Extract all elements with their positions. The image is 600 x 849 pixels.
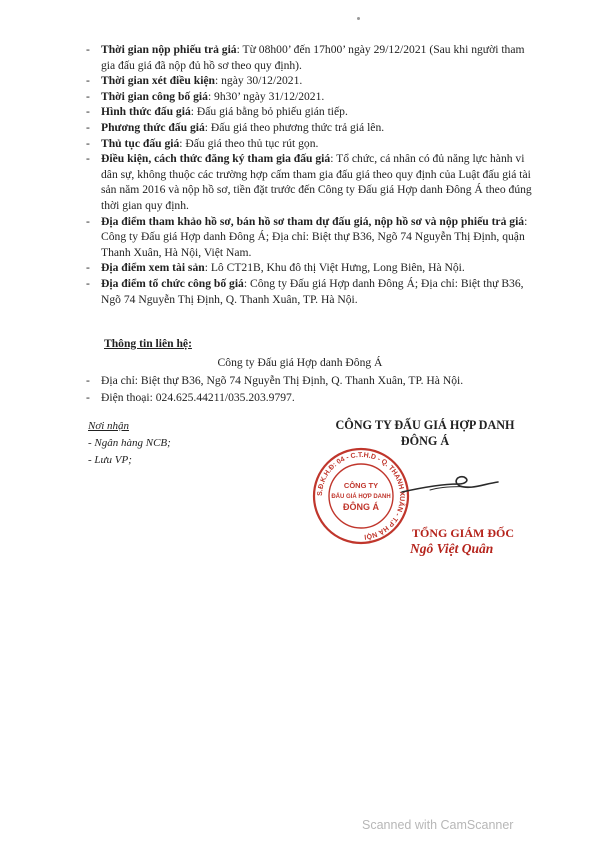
auction-details-list <box>86 42 536 307</box>
recipient-item: - Ngân hàng NCB; <box>88 437 171 449</box>
bullet-dash: - <box>86 105 90 119</box>
list-item <box>86 276 536 307</box>
contact-heading: Thông tin liên hệ: <box>104 337 192 350</box>
list-item <box>86 260 536 276</box>
list-item <box>86 89 536 105</box>
item-text: : Đấu giá bằng bỏ phiếu gián tiếp. <box>190 105 348 119</box>
phone-text: Điện thoại: 024.625.44211/035.203.9797. <box>101 391 295 404</box>
item-text: : ngày 30/12/2021. <box>215 74 303 88</box>
item-label: Thời gian xét điều kiện <box>101 74 216 88</box>
camscanner-watermark: Scanned with CamScanner <box>362 818 514 832</box>
company-name-line2: ĐÔNG Á <box>400 433 450 448</box>
signer-title: TỔNG GIÁM ĐỐC <box>412 526 514 540</box>
item-label: Địa điểm tổ chức công bố giá <box>101 276 244 290</box>
item-label: Thủ tục đấu giá <box>101 136 180 150</box>
company-seal-icon <box>311 446 411 546</box>
handwritten-signature-icon <box>400 470 500 500</box>
item-text: : Đấu giá theo phương thức trả giá lên. <box>204 120 385 134</box>
signer-name: Ngô Việt Quân <box>410 541 494 556</box>
contact-address <box>86 372 546 389</box>
bullet-dash: - <box>86 136 90 150</box>
signing-company <box>320 418 530 449</box>
address-text: Địa chỉ: Biệt thự B36, Ngõ 74 Nguyễn Thị Định, Q. Thanh Xuân, TP. Hà Nội. <box>101 374 464 387</box>
contact-phone <box>86 389 546 406</box>
svg-text:CÔNG TY: CÔNG TY <box>343 481 379 490</box>
item-label: Thời gian công bố giá <box>101 89 208 103</box>
recipients-block <box>88 418 171 469</box>
item-text: : Công ty Đấu giá Hợp danh Đông Á; Địa chỉ: Biệt thự B36, Ngõ 74 Nguyễn Thị Định, quận Thanh Xuân, Hà Nội, Việt Nam. <box>101 214 528 259</box>
contact-details <box>86 372 546 406</box>
bullet-dash: - <box>86 43 90 56</box>
bullet-dash: - <box>86 374 90 387</box>
bullet-dash: - <box>86 74 90 88</box>
item-text: : Lô CT21B, Khu đô thị Việt Hưng, Long Biên, Hà Nội. <box>204 261 465 275</box>
svg-text:ĐÔNG Á: ĐÔNG Á <box>343 502 379 512</box>
list-item <box>86 104 536 120</box>
item-text: : 9h30’ ngày 31/12/2021. <box>207 89 325 103</box>
item-text: : Công ty Đấu giá Hợp danh Đông Á; Địa chỉ: Biệt thự B36, Ngõ 74 Nguyễn Thị Định, Q. Thanh Xuân, TP. Hà Nội. <box>101 276 524 306</box>
bullet-dash: - <box>86 214 90 228</box>
recipients-header: Nơi nhận <box>88 420 130 432</box>
company-name-line1: CÔNG TY ĐẤU GIÁ HỢP DANH <box>335 418 515 432</box>
recipient-item: - Lưu VP; <box>88 454 132 466</box>
item-label: Điều kiện, cách thức đăng ký tham gia đấu giá <box>101 152 331 166</box>
svg-text:S.Đ.K.H.Đ: 04 - C.T.H.D - Q. T: S.Đ.K.H.Đ: 04 - C.T.H.D - Q. THANH XUÂN - T.P HÀ NỘI <box>316 451 406 540</box>
item-text: : Tổ chức, cá nhân có đủ năng lực hành vi dân sự, không thuộc các trường hợp cấm tham gia đấu giá theo quy định của Luật đấu giá tài sản năm 2016 và nộp hồ sơ, tiền đặt trước đến Công ty Đấu giá Hợp danh Đông Á theo đúng thời gian quy định. <box>101 152 532 212</box>
item-label: Hình thức đấu giá <box>101 105 191 119</box>
bullet-dash: - <box>86 89 90 103</box>
bullet-dash: - <box>86 391 90 404</box>
list-item <box>86 42 536 73</box>
bullet-dash: - <box>86 276 90 290</box>
bullet-dash: - <box>86 152 90 166</box>
list-item <box>86 151 536 213</box>
list-item <box>86 136 536 152</box>
item-label: Địa điểm tham khảo hồ sơ, bán hồ sơ tham dự đấu giá, nộp hồ sơ và nộp phiếu trả giá <box>101 214 525 228</box>
bullet-dash: - <box>86 261 90 275</box>
svg-text:ĐẤU GIÁ HỢP DANH: ĐẤU GIÁ HỢP DANH <box>331 494 391 500</box>
contact-company: Công ty Đấu giá Hợp danh Đông Á <box>217 356 383 369</box>
list-item <box>86 73 536 89</box>
bullet-dash: - <box>86 120 90 134</box>
list-item <box>86 120 536 136</box>
item-text: : Từ 08h00’ đến 17h00’ ngày 29/12/2021 (Sau khi người tham gia đấu giá đã nộp đủ hồ sơ theo quy định). <box>101 43 525 72</box>
scan-speck <box>357 17 360 20</box>
list-item <box>86 214 536 261</box>
item-label: Địa điểm xem tài sản <box>101 261 205 275</box>
item-text: : Đấu giá theo thủ tục rút gọn. <box>179 136 319 150</box>
item-label: Phương thức đấu giá <box>101 120 205 134</box>
item-label: Thời gian nộp phiếu trả giá <box>101 43 237 56</box>
